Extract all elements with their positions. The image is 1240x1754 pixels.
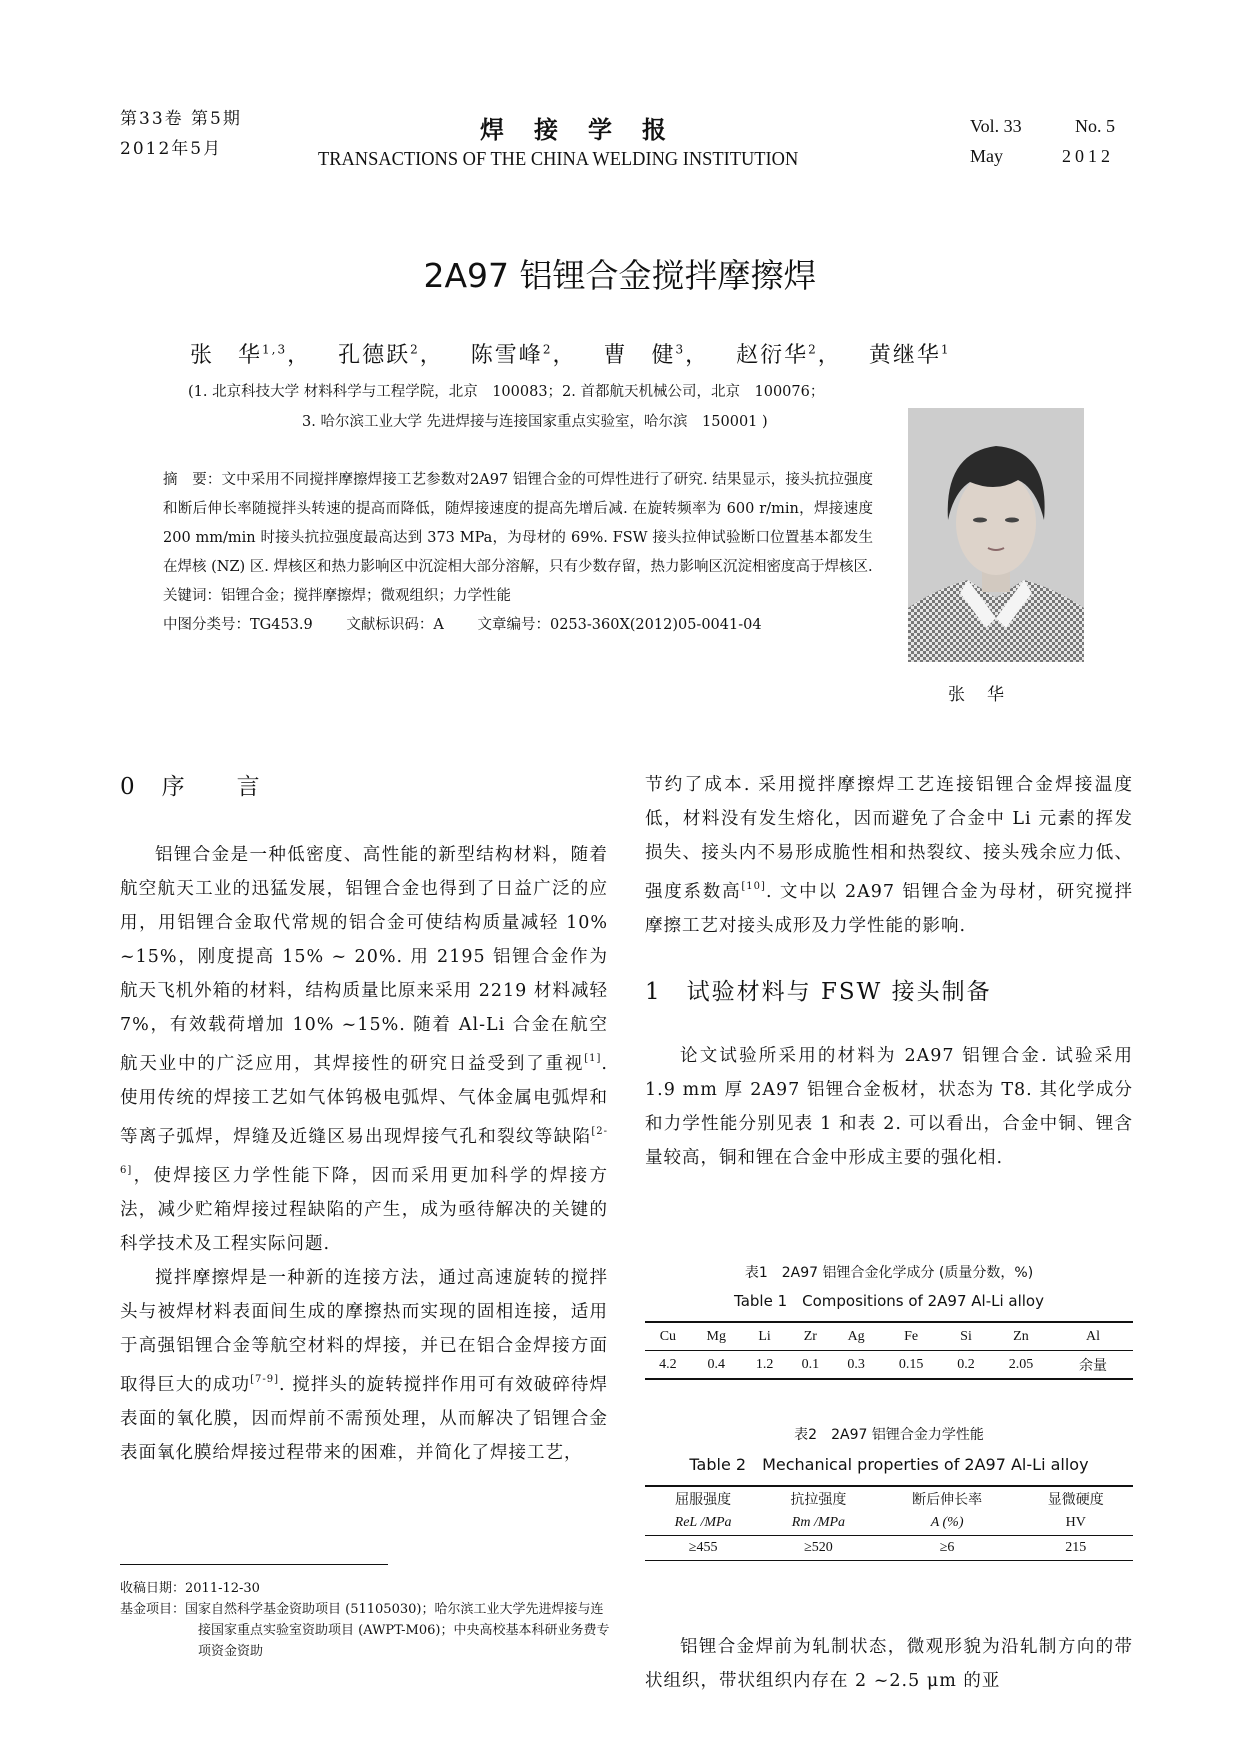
classification-line	[163, 611, 873, 640]
year-en: 2012	[1062, 146, 1114, 166]
author-list: 张 华$^{1,3}$， 孔德跃$^2$， 陈雪峰$^2$， 曹 健$^3$， 赵衍华$^2$， 黄继华$^1$	[190, 342, 951, 368]
author: 张 华$^{1,3}$	[190, 342, 288, 368]
value-cell: 2.05	[1008, 1356, 1034, 1372]
header-cell: Li	[758, 1328, 771, 1344]
abstract-text: 摘 要：文中采用不同搅拌摩擦焊接工艺参数对2A97 铝锂合金的可焊性进行了研究. 结果显示，接头抗拉强度和断后伸长率随搅拌头转速的提高而降低，随焊接速度的提高先增后减. 在旋转频率为 600 r/min，焊接速度 200 mm/min 时接头抗拉强度最高达到 373 MPa，为母材的 69%. FSW 接头拉伸试验断口位置基本都发生在焊核 (NZ) 区. 焊核区和热力影响区中沉淀相大部分溶解，只有少数存留，热力影响区沉淀相密度高于焊核区.	[163, 472, 873, 575]
section-heading-introduction: 0 序 言	[120, 774, 262, 800]
unit-cell: HV	[1065, 1515, 1086, 1530]
abstract-block	[163, 466, 873, 640]
footnote-block	[120, 1578, 610, 1662]
value-cell: ≥6	[939, 1540, 955, 1555]
composition-table	[645, 1321, 1133, 1380]
table-1-caption-en: Table 1 Compositions of 2A97 Al-Li alloy	[734, 1292, 1044, 1310]
header-cell: Mg	[706, 1328, 726, 1344]
header-cell: 断后伸长率	[912, 1493, 983, 1508]
value-cell: 余量	[1079, 1358, 1107, 1374]
table-header-row	[645, 1486, 1133, 1511]
value-cell: 4.2	[659, 1356, 677, 1372]
photo-caption: 张华	[948, 685, 1026, 705]
portrait-image	[908, 408, 1084, 662]
table-2-caption-cn: 表2 2A97 铝锂合金力学性能	[794, 1427, 984, 1443]
volume-issue-cn: 第33卷 第5期	[120, 109, 242, 129]
document-code: 文献标识码：A	[346, 617, 444, 633]
header-cell: 显微硬度	[1047, 1493, 1104, 1508]
table-2-caption-en: Table 2 Mechanical properties of 2A97 Al-Li alloy	[689, 1455, 1089, 1474]
citation[interactable]: [1]	[584, 1053, 602, 1064]
header-cell: 屈服强度	[675, 1493, 732, 1508]
month-en: May	[970, 146, 1003, 166]
journal-name-cn: 焊接学报	[480, 115, 696, 144]
left-column	[120, 770, 608, 1470]
value-cell: 0.2	[957, 1356, 975, 1372]
paragraph: 铝锂合金是一种低密度、高性能的新型结构材料，随着航空航天工业的迅猛发展，铝锂合金也得到了日益广泛的应用，用铝锂合金取代常规的铝合金可使结构质量减轻 10% ~15%，刚度提高 15% ~ 20%. 用 2195 铝锂合金作为航天飞机外箱的材料，结构质量比原来采用 2219 材料减轻 7%，有效载荷增加 10% ~15%. 随着 Al-Li 合金在航空航天业中的广泛应用，其焊接性的研究日益受到了重视[1]. 使用传统的焊接工艺如气体钨极电弧焊、气体金属电弧焊和等离子弧焊，焊缝及近缝区易出现焊接气孔和裂纹等缺陷[2-6]，使焊接区力学性能下降，因而采用更加科学的焊接方法，减少贮箱焊接过程缺陷的产生，成为亟待解决的关键的科学技术及工程实际问题.	[120, 845, 608, 1254]
clc-number: 中图分类号：TG453.9	[163, 617, 313, 633]
keywords: 关键词：铝锂合金；搅拌摩擦焊；微观组织；力学性能	[163, 588, 511, 604]
table-row	[645, 1536, 1133, 1561]
value-cell: 215	[1065, 1540, 1087, 1555]
value-cell: 0.3	[847, 1356, 865, 1372]
citation[interactable]: [10]	[741, 881, 766, 892]
value-cell: 0.1	[801, 1356, 820, 1372]
date-cn: 2012年5月	[120, 139, 223, 159]
header-cell: Fe	[904, 1328, 919, 1344]
affiliation-line-1: (1. 北京科技大学 材料科学与工程学院，北京 100083；2. 首都航天机械公司，北京 100076；	[188, 384, 825, 400]
header-cell: Si	[960, 1328, 972, 1344]
header-cell: Ag	[847, 1328, 865, 1344]
paragraph: 搅拌摩擦焊是一种新的连接方法，通过高速旋转的搅拌头与被焊材料表面间生成的摩擦热而实现的固相连接，适用于高强铝锂合金等航空材料的焊接，并已在铝合金焊接方面取得巨大的成功[7-9]. 搅拌头的旋转搅拌作用可有效破碎待焊表面的氧化膜，因而焊前不需预处理，从而解决了铝锂合金表面氧化膜给焊接过程带来的困难，并简化了焊接工艺，	[120, 1268, 609, 1463]
header-cell: 抗拉强度	[790, 1493, 847, 1508]
volume-en: Vol. 33	[970, 116, 1022, 136]
citation[interactable]: [7-9]	[250, 1374, 279, 1385]
journal-name-en: TRANSACTIONS OF THE CHINA WELDING INSTITUTION	[318, 148, 799, 170]
header-cell: Al	[1086, 1328, 1100, 1344]
table-1	[645, 1262, 1133, 1380]
table-unit-row	[645, 1511, 1133, 1536]
value-cell: 0.15	[898, 1356, 924, 1372]
unit-cell: A (%)	[930, 1515, 964, 1530]
right-column	[645, 768, 1133, 1175]
value-cell: ≥455	[688, 1540, 718, 1555]
affiliation-line-2: 3. 哈尔滨工业大学 先进焊接与连接国家重点实验室，哈尔滨 150001 )	[302, 414, 768, 430]
paragraph: 铝锂合金焊前为轧制状态，微观形貌为沿轧制方向的带状组织，带状组织内存在 2 ~2.5 μm 的亚	[645, 1637, 1133, 1691]
right-column-continued	[645, 1630, 1133, 1698]
table-1-caption-cn: 表1 2A97 铝锂合金化学成分 (质量分数，%)	[744, 1265, 1034, 1281]
header-cell: Zr	[803, 1328, 817, 1344]
unit-cell: ReL /MPa	[674, 1515, 732, 1530]
footnote-divider	[120, 1564, 388, 1565]
header-cell: Cu	[659, 1328, 677, 1344]
value-cell: 1.2	[755, 1356, 774, 1372]
unit-cell: Rm /MPa	[791, 1515, 846, 1530]
author: 黄继华$^1$	[868, 342, 951, 368]
article-number: 文章编号：0253-360X(2012)05-0041-04	[477, 617, 762, 633]
section-heading-materials: 1 试验材料与 FSW 接头制备	[645, 979, 992, 1005]
table-2	[645, 1424, 1133, 1561]
author: 陈雪峰$^2$	[470, 342, 553, 368]
received-date: 收稿日期：2011-12-30	[120, 1581, 260, 1596]
funding-info: 基金项目：国家自然科学基金资助项目 (51105030)；哈尔滨工业大学先进焊接与连接国家重点实验室资助项目 (AWPT-M06)；中央高校基本科研业务费专项资金资助	[120, 1602, 610, 1659]
author: 曹 健$^3$	[603, 342, 686, 368]
header-cell: Zn	[1013, 1328, 1029, 1344]
table-header-row	[645, 1322, 1133, 1351]
citation[interactable]: [2-6]	[120, 1126, 608, 1176]
paragraph: 节约了成本. 采用搅拌摩擦焊工艺连接铝锂合金焊接温度低，材料没有发生熔化，因而避免了合金中 Li 元素的挥发损失、接头内不易形成脆性相和热裂纹、接头残余应力低、强度系数高[10]. 文中以 2A97 铝锂合金为母材，研究搅拌摩擦工艺对接头成形及力学性能的影响.	[645, 775, 1133, 936]
value-cell: ≥520	[804, 1540, 833, 1555]
author: 孔德跃$^2$	[338, 342, 420, 368]
paragraph: 论文试验所采用的材料为 2A97 铝锂合金. 试验采用 1.9 mm 厚 2A97 铝锂合金板材，状态为 T8. 其化学成分和力学性能分别见表 1 和表 2. 可以看出，合金中铜、锂含量较高，铜和锂在合金中形成主要的强化相.	[645, 1046, 1133, 1168]
article-title: 2A97 铝锂合金搅拌摩擦焊	[423, 256, 817, 295]
author: 赵衍华$^2$	[736, 342, 818, 368]
author-photo	[908, 408, 1084, 662]
value-cell: 0.4	[707, 1356, 725, 1372]
table-row	[645, 1351, 1133, 1380]
issue-en: No. 5	[1075, 116, 1115, 136]
mechanical-properties-table	[645, 1485, 1133, 1561]
